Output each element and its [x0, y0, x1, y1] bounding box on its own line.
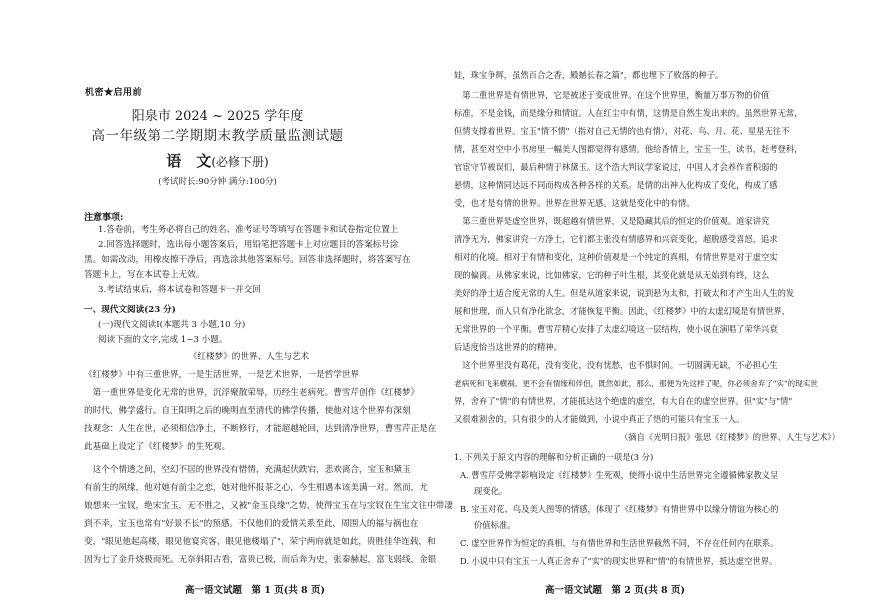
article-line: 官宦守节被误们，最后种情于林黛玉。这个浩大判议学家说过，中国人才会养作者积弱的	[454, 162, 778, 172]
article-line: 老病死和飞来横祸，更不会有情缘和伴侣，既然如此，那么，那便为先这样了呢，你必须舍弃了"实"的现实世	[454, 379, 818, 388]
article-line: 展和世理，而人只有净化欲念，才能恢复平衡。因此，《红楼梦》中的太虚幻境是有情世界，	[454, 306, 791, 316]
note-line: 答题卡上，写在本试卷上无效。	[84, 270, 205, 280]
article-line: 受，也才是有情的世界。世界在世界无感。这就是变化中的有情。	[454, 198, 695, 208]
article-line: 第一重世界是变化无常的世界，沉浮聚散荣辱，历经生老病死。曹雪芹创作《红楼梦》	[84, 388, 420, 398]
article-line: 现的偏离。从佛家来说，比如佛家，它的种子叶生根，其变化就是从无始到有终，这么	[454, 270, 770, 280]
section-instruction: 阅读下面的文字,完成 1~3 小题。	[98, 335, 228, 345]
note-line: 2.回答选择题时，选出每小题答案后，用铅笔把答题卡上对应题目的答案标号涂	[98, 240, 399, 250]
article-line: 此基础上设定了《红楼梦》的生死观。	[84, 442, 231, 452]
option-a: A. 曹雪芹受佛学影响设定《红楼梦》生死观，使得小说中生活世界完全遵循佛家教义呈	[460, 470, 779, 480]
exam-title-line1: 阳泉市 2024 ~ 2025 学年度	[131, 109, 304, 124]
notes-title: 注意事项:	[84, 213, 124, 223]
article-line: 情，甚至对空中小书房里一幅美人图都觉得有感情。他给香情上，宝玉一生，读书，赶考登科，	[454, 144, 803, 154]
section-heading: 一、现代文阅读(23 分)	[84, 305, 176, 315]
article-line: 悬情，这种情同达远不同而构成各种各样的关系。是情的出神入化构成了变化，构成了感	[454, 180, 778, 190]
option-b: B. 宝玉对花、鸟及美人图等的情感，体现了《红楼梦》有情世界中以缘分情谊为核心的	[460, 504, 779, 514]
page-footer: 高一语文试题 第 1 页(共 8 页)	[185, 585, 325, 596]
article-line: 娃，珠宝争辉，虽然百合之香，殿撼长春之篇"，都也埋下了败落的种子。	[454, 70, 724, 80]
note-line: 3.考试结束后，将本试卷和答题卡一并交回	[98, 285, 261, 295]
note-line: 1.答卷前，考生务必将自己的姓名、准考证号等填写在答题卡和试卷指定位置上	[98, 225, 399, 235]
article-line: 清净无为，佛家讲究一方净土，它们都主张没有情感界和兴衰变化，超脱感受喜怒，追求	[454, 234, 778, 244]
subject-title	[0, 150, 435, 171]
option-b-cont: 价值标准。	[474, 520, 516, 530]
subject-volume: (必修下册)	[211, 155, 269, 169]
article-line: 这个世界里没有葛花，没有变化，没有忧愁，也不惧时间。一切圆满无缺，不必担心生	[454, 360, 778, 370]
article-line: 但情支撑着世界。宝玉"情不情"（指对自己无情的也有情），对花、鸟、月、花、星星无往不	[454, 126, 790, 136]
section-subheading: (一)现代文阅读Ⅰ(本题共 3 小题,10 分)	[98, 320, 246, 330]
article-line: 技观念：人生在世，必须相信净土，不断修行，才能超越轮回，达到清净世界，曹雪芹正是在	[84, 424, 437, 434]
article-line: 标准，不是金钱，而是缘分和情谊。人在红尘中有情，这情是自然生发出来的。虽然世界无常，	[454, 108, 803, 118]
exam-info: (考试时长:90分钟 满分:100分)	[158, 177, 277, 187]
option-d: D. 小说中只有宝玉一人真正舍弃了"实"的现实世界和"情"的有情世界，抵达虚空世界。	[460, 556, 778, 566]
article-line: 变，"眼见他起高楼，眼见他宴宾客，眼见他楼塌了"，荣宁两府就是如此，贵胜佳华连载，和	[84, 537, 436, 547]
article-line: 第三重世界是虚空世界，既超越有情世界，又是隐藏其后的恒定的价值观。道家讲究	[454, 216, 770, 226]
article-line: 无常世界的一个平衡。曹雪芹精心安排了太虚幻境这一层结构，使小说在演唱了荣华兴衰	[454, 324, 778, 334]
article-line: 又很难割舍的，只有很少的人才能做到，小说中真正了悟的可能只有宝玉一人。	[454, 414, 745, 424]
option-a-cont: 现变化。	[474, 486, 508, 496]
note-line: 黑。如需改动，用橡皮擦干净后，再选涂其他答案标号。回答非选择题时，将答案写在	[84, 255, 411, 265]
article-source: （摘自《光明日报》张思《红楼梦》的世界、人生与艺术》）	[620, 432, 840, 442]
article-line: 相对的化境。相对于有情和变化，这种价值观是一个纯定的真相，有情世界是对于虚空实	[454, 252, 778, 262]
page-footer: 高一语文试题 第 2 页(共 8 页)	[545, 585, 685, 596]
exam-title-line2: 高一年级第二学期期末教学质量监测试题	[91, 128, 344, 144]
option-c: C. 虚空世界作为恒定的真相，与有情世界和生活世界截然不同，不存在任何内在联系。	[460, 538, 779, 548]
article-line: 到不幸，宝玉也常有"好景不长"的预感。不仅他们的爱情关系至此，周围人的福与祸也在	[84, 519, 419, 529]
question-stem: 1. 下列关于原文内容的理解和分析正确的一项是(3 分)	[454, 452, 654, 462]
article-line: 娘想来一宝钗，绝宋宝玉，无不胜之，又被"金玉良缘"之势，使得宝玉在与宝钗在生宝文往中带凄	[84, 501, 453, 511]
confidential-label: 机密★启用前	[85, 88, 143, 98]
article-line: 界，舍弃了"情"的有情世界，才能抵达这个绝虚的虚空，有大自在的虚空世界。但"实"与"情"	[454, 396, 793, 406]
article-line: 第二重世界是有情世界，它是被述于变成世界。在这个世界里，衡量万事万物的价值	[454, 90, 770, 100]
article-line: 因为七了金升烧极而死。无奈斜阳古看，富贵已极，而后奔为史，张秦赫起，富飞弱线，金银	[84, 555, 437, 565]
article-line: 这个个情透之间，空幻不居的世界没有惜情，充满起伏跌宕，悲欢离合，宝玉和黛玉	[84, 465, 411, 475]
subject-name: 语 文	[166, 152, 212, 170]
article-line: 美好的净土适合度无常的人生。但是从道家来说，说到悬为太和，打破太和才产生出人生的发	[454, 288, 795, 298]
page-right	[440, 0, 870, 615]
article-line: 的时代，佛学盛行。自王阳明之后的晚明直至清代的佛学传播，使他对这个世界有深刻	[84, 406, 411, 416]
article-line: 有前生的夙缘，他对她有前尘之恋，她对他怀报茶之心，今生相遇本该美满一对。然而，尤	[84, 483, 428, 493]
article-line: 《红楼梦》中有三重世界，一是生活世界，一是艺术世界，一是哲学世界	[84, 370, 360, 380]
article-line: 后适度恰当这世界的的精神。	[454, 342, 562, 352]
article-title: 《红楼梦》的世界、人生与艺术	[188, 352, 310, 362]
